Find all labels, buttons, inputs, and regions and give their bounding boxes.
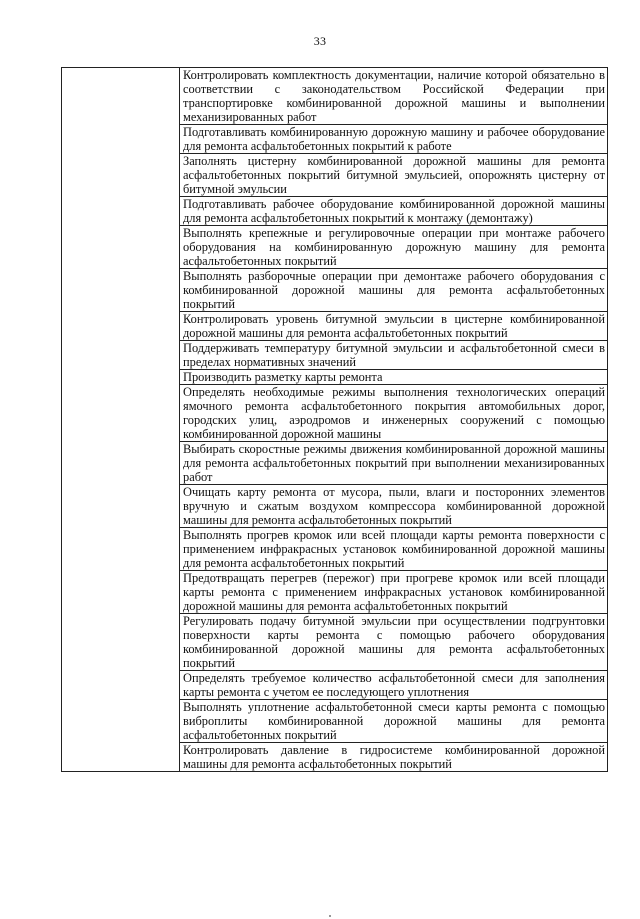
table-cell-task: Выполнять прогрев кромок или всей площади карты ремонта поверхности с применением инфракрасных установок комбинированной дорожной машины для ремонта асфальтобетонных покрытий <box>180 528 608 571</box>
table-cell-task: Определять требуемое количество асфальтобетонной смеси для заполнения карты ремонта с учетом ее последующего уплотнения <box>180 671 608 700</box>
page-number: 33 <box>313 34 327 48</box>
labor-actions-table <box>61 67 608 772</box>
table-left-column <box>62 68 180 772</box>
table-cell-task: Регулировать подачу битумной эмульсии при осуществлении подгрунтовки поверхности карты ремонта с помощью рабочего оборудования комбинированной дорожной машины для ремонта асфальтобетонных покрытий <box>180 614 608 671</box>
table-cell-task: Выполнять разборочные операции при демонтаже рабочего оборудования с комбинированной дорожной машины для ремонта асфальтобетонных покрытий <box>180 269 608 312</box>
table-cell-task: Производить разметку карты ремонта <box>180 370 608 385</box>
table-cell-task: Очищать карту ремонта от мусора, пыли, влаги и посторонних элементов вручную и сжатым воздухом компрессора комбинированной дорожной машины для ремонта асфальтобетонных покрытий <box>180 485 608 528</box>
table-cell-task: Определять необходимые режимы выполнения технологических операций ямочного ремонта асфальтобетонного покрытия автомобильных дорог, городских улиц, аэродромов и инженерных сооружений с помощью комбинированной дорожной машины <box>180 385 608 442</box>
table-cell-task: Контролировать давление в гидросистеме комбинированной дорожной машины для ремонта асфальтобетонных покрытий <box>180 743 608 772</box>
table-cell-task: Поддерживать температуру битумной эмульсии и асфальтобетонной смеси в пределах нормативных значений <box>180 341 608 370</box>
table-cell-task: Контролировать комплектность документации, наличие которой обязательно в соответствии с законодательством Российской Федерации при транспортировке комбинированной дорожной машины и выполнении механизированных работ <box>180 68 608 125</box>
table-cell-task: Предотвращать перегрев (пережог) при прогреве кромок или всей площади карты ремонта с применением инфракрасных установок комбинированной дорожной машины для ремонта асфальтобетонных покрытий <box>180 571 608 614</box>
scan-speck <box>329 915 331 917</box>
table-cell-task: Выполнять уплотнение асфальтобетонной смеси карты ремонта с помощью виброплиты комбинированной дорожной машины для ремонта асфальтобетонных покрытий <box>180 700 608 743</box>
table-cell-task: Подготавливать комбинированную дорожную машину и рабочее оборудование для ремонта асфальтобетонных покрытий к работе <box>180 125 608 154</box>
table-cell-task: Выполнять крепежные и регулировочные операции при монтаже рабочего оборудования на комбинированную дорожную машину для ремонта асфальтобетонных покрытий <box>180 226 608 269</box>
table-cell-task: Выбирать скоростные режимы движения комбинированной дорожной машины для ремонта асфальтобетонных покрытий при выполнении механизированных работ <box>180 442 608 485</box>
table-cell-task: Заполнять цистерну комбинированной дорожной машины для ремонта асфальтобетонных покрытий битумной эмульсией, опорожнять цистерну от битумной эмульсии <box>180 154 608 197</box>
table-row <box>62 68 608 125</box>
table-cell-task: Подготавливать рабочее оборудование комбинированной дорожной машины для ремонта асфальтобетонных покрытий к монтажу (демонтажу) <box>180 197 608 226</box>
table-cell-task: Контролировать уровень битумной эмульсии в цистерне комбинированной дорожной машины для ремонта асфальтобетонных покрытий <box>180 312 608 341</box>
